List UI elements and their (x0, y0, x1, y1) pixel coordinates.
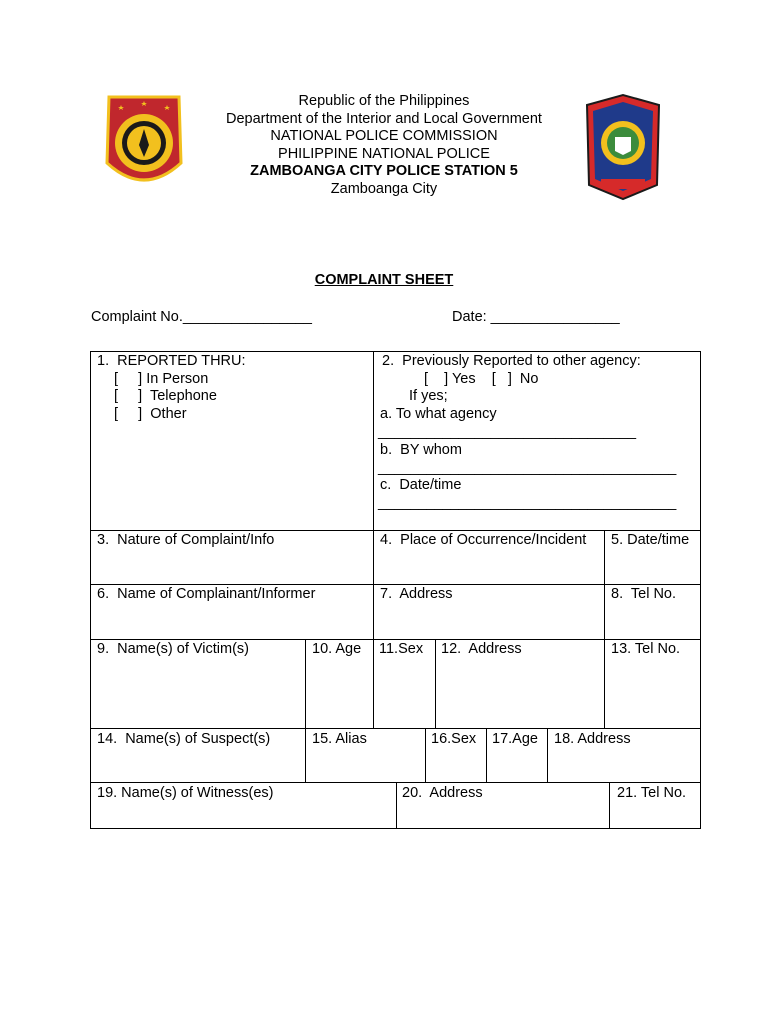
if-yes-label: If yes; (409, 388, 448, 404)
yes-no-checkbox[interactable]: [ ] Yes [ ] No (424, 371, 539, 387)
header-line-napolcom: NATIONAL POLICE COMMISSION (270, 128, 498, 144)
divider (90, 584, 701, 585)
divider (486, 728, 487, 782)
by-whom-input[interactable]: _____________________________________ (378, 460, 677, 476)
divider (604, 530, 605, 728)
other-checkbox[interactable]: [ ] Other (114, 406, 187, 422)
divider (90, 639, 701, 640)
header-line-city: Zamboanga City (330, 180, 438, 197)
victim-address-label: 12. Address (441, 641, 522, 657)
victim-tel-label: 13. Tel No. (611, 641, 681, 657)
divider (373, 639, 374, 728)
complainant-name-label: 6. Name of Complainant/Informer (97, 586, 316, 602)
incident-date-time-label: 5. Date/time (611, 532, 690, 548)
header-line-pnp: PHILIPPINE NATIONAL POLICE (278, 145, 490, 162)
date-field[interactable]: Date: ________________ (452, 309, 620, 325)
divider (609, 782, 610, 829)
agency-input[interactable]: ________________________________ (378, 424, 637, 440)
complainant-address-label: 7. Address (380, 586, 453, 602)
header-line-dilg: Department of the Interior and Local Government (226, 110, 542, 127)
divider (435, 639, 436, 728)
telephone-checkbox[interactable]: [ ] Telephone (114, 388, 217, 404)
place-of-occurrence-label: 4. Place of Occurrence/Incident (380, 532, 587, 548)
header-line-station: ZAMBOANGA CITY POLICE STATION 5 (250, 163, 518, 179)
victim-age-label: 10. Age (312, 641, 362, 657)
divider (305, 639, 306, 782)
divider (396, 782, 397, 829)
witness-name-label: 19. Name(s) of Witness(es) (97, 785, 274, 801)
agency-label: a. To what agency (380, 406, 497, 422)
witness-tel-label: 21. Tel No. (617, 785, 687, 801)
victim-sex-label: 11.Sex (379, 641, 424, 657)
victim-name-label: 9. Name(s) of Victim(s) (97, 641, 250, 657)
suspect-name-label: 14. Name(s) of Suspect(s) (97, 731, 271, 747)
divider (425, 728, 426, 782)
divider (373, 351, 374, 639)
complainant-tel-label: 8. Tel No. (611, 586, 677, 602)
letterhead (0, 93, 768, 198)
suspect-alias-label: 15. Alias (312, 731, 367, 747)
header-line-republic: Republic of the Philippines (298, 93, 470, 109)
complaint-no-field[interactable]: Complaint No.________________ (91, 309, 312, 325)
suspect-address-label: 18. Address (554, 731, 631, 747)
nature-of-complaint-label: 3. Nature of Complaint/Info (97, 532, 275, 548)
witness-address-label: 20. Address (402, 785, 483, 801)
divider (90, 728, 701, 729)
date-time-label: c. Date/time (380, 477, 462, 493)
in-person-checkbox[interactable]: [ ] In Person (114, 371, 209, 387)
document-title: COMPLAINT SHEET (314, 272, 454, 288)
divider (90, 530, 701, 531)
divider (547, 728, 548, 782)
by-whom-label: b. BY whom (380, 442, 462, 458)
suspect-sex-label: 16.Sex (431, 731, 477, 747)
date-time-input[interactable]: _____________________________________ (378, 495, 677, 511)
previously-reported-heading: 2. Previously Reported to other agency: (382, 353, 641, 369)
reported-thru-heading: 1. REPORTED THRU: (97, 353, 246, 369)
suspect-age-label: 17.Age (492, 731, 538, 747)
